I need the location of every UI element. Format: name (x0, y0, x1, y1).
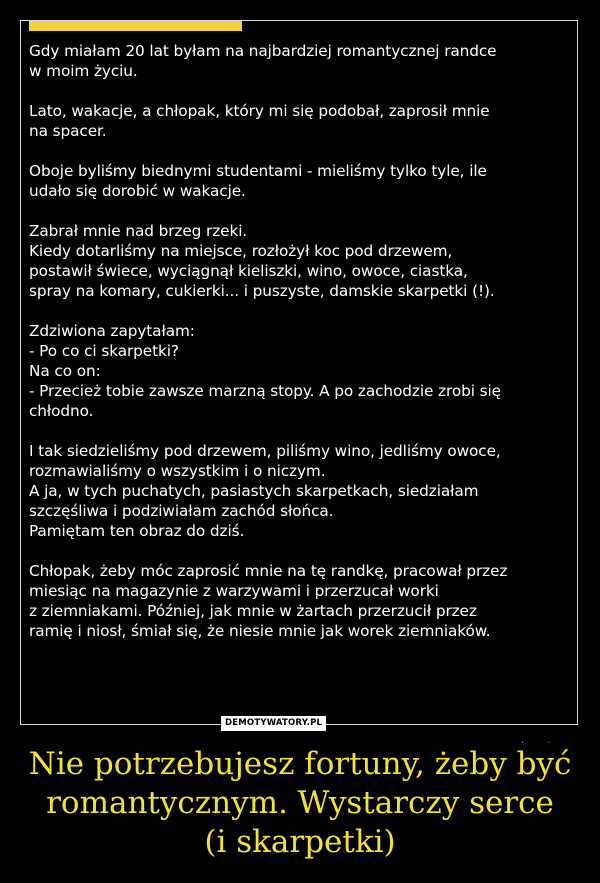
caption-title: Nie potrzebujesz fortuny, żeby być romantycznym. Wystarczy serce (i skarpetki) (28, 746, 572, 860)
image-frame (20, 20, 578, 746)
story-paragraph: I tak siedzieliśmy pod drzewem, piliśmy wino, jedliśmy owoce, rozmawialiśmy o wszystkim i o niczym. A ja, w tych puchatych, pasiastych skarpetkach, siedziałam szczęśliwa i podziwiałam zachód słońca. Pamiętam ten obraz do dziś. (29, 442, 501, 540)
story-paragraph: Lato, wakacje, a chłopak, który mi się podobał, zaprosił mnie na spacer. (29, 102, 490, 140)
story-paragraph: Zdziwiona zapytałam: - Po co ci skarpetki? Na co on: - Przecież tobie zawsze marzną stopy. A po zachodzie zrobi się chłodno. (29, 322, 501, 420)
story-text (29, 41, 574, 641)
accent-bar (29, 21, 242, 31)
story-paragraph: Zabrał mnie nad brzeg rzeki. Kiedy dotarliśmy na miejsce, rozłożył koc pod drzewem, postawił świece, wyciągnął kieliszki, wino, owoce, ciastka, spray na komary, cukierki... i puszyste, damskie skarpetki (!). (29, 222, 495, 300)
story-paragraph: Gdy miałam 20 lat byłam na najbardziej romantycznej randce w moim życiu. (29, 42, 497, 80)
story-paragraph: Chłopak, żeby móc zaprosić mnie na tę randkę, pracował przez miesiąc na magazynie z warzywami i przerzucał worki z ziemniakami. Później, jak mnie w żartach przerzucił przez ramię i niosł, śmiał się, że niesie mnie jak worek ziemniaków. (29, 562, 508, 640)
watermark-label: DEMOTYWATORY.PL (221, 716, 326, 731)
ellipsis-dots: . . (521, 735, 561, 746)
story-paragraph: Oboje byliśmy biednymi studentami - mieliśmy tylko tyle, ile udało się dorobić w wakacje. (29, 162, 487, 200)
